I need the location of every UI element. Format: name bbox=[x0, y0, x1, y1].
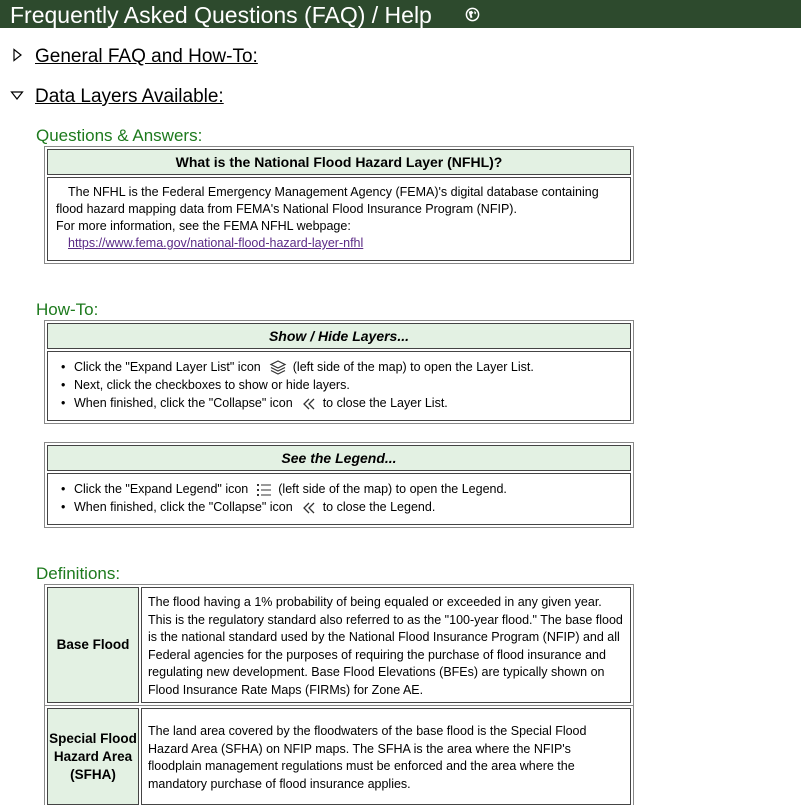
howto-heading: How-To: bbox=[36, 300, 99, 319]
definition-sfha bbox=[44, 705, 634, 805]
show-hide-steps bbox=[47, 351, 631, 421]
definition-text: The flood having a 1% probability of being equaled or exceeded in any given year. This is the regulatory standard also referred to as the "100-year flood." The base flood is the national standard used by the National Flood Insurance Program (NFIP) and all Federal agencies for the purposes of requiring the purchase of flood insurance and regulating new development. Base Flood Elevations (BFEs) are typically shown on Flood Insurance Rate Maps (FIRMs) for Zone AE. bbox=[141, 587, 631, 703]
show-hide-title: Show / Hide Layers... bbox=[47, 323, 631, 349]
list-item: • Next, click the checkboxes to show or hide layers. bbox=[48, 376, 630, 394]
legend-steps bbox=[47, 473, 631, 525]
definition-base-flood bbox=[44, 584, 634, 706]
layers-icon bbox=[269, 360, 287, 375]
double-chevron-left-icon bbox=[301, 501, 317, 515]
qa-box bbox=[44, 146, 634, 264]
legend-title: See the Legend... bbox=[47, 445, 631, 471]
list-item: • When finished, click the "Collapse" icon to close the Layer List. bbox=[48, 394, 630, 412]
definition-text: The land area covered by the floodwaters of the base flood is the Special Flood Hazard Area (SFHA) on NFIP maps. The SFHA is the area where the NFIP's floodplain management regulations must be enforced and the area where the mandatory purchase of flood insurance applies. bbox=[141, 708, 631, 805]
triangle-right-icon[interactable] bbox=[10, 48, 24, 62]
definition-term: Special Flood Hazard Area (SFHA) bbox=[47, 708, 139, 805]
page-title: Frequently Asked Questions (FAQ) / Help bbox=[10, 2, 432, 28]
legend-list-icon bbox=[256, 482, 272, 498]
list-item: • Click the "Expand Layer List" icon (left side of the map) to open the Layer List. bbox=[48, 358, 630, 376]
page-header bbox=[0, 0, 801, 28]
legend-box bbox=[44, 442, 634, 528]
fema-nfhl-link[interactable]: https://www.fema.gov/national-flood-hazard-layer-nfhl bbox=[68, 236, 364, 250]
triangle-down-icon[interactable] bbox=[10, 88, 24, 102]
show-hide-box bbox=[44, 320, 634, 424]
double-chevron-left-icon bbox=[301, 397, 317, 411]
definitions-heading: Definitions: bbox=[36, 564, 121, 583]
list-item: • Click the "Expand Legend" icon (left side of the map) to open the Legend. bbox=[48, 480, 630, 498]
qa-question: What is the National Flood Hazard Layer (NFHL)? bbox=[47, 149, 631, 175]
section-general-faq-label[interactable]: General FAQ and How-To: bbox=[35, 46, 258, 67]
qa-answer-text: The NFHL is the Federal Emergency Management Agency (FEMA)'s digital database containing flood hazard mapping data from FEMA's National Flood Insurance Program (NFIP). bbox=[56, 185, 599, 216]
qa-heading: Questions & Answers: bbox=[36, 126, 203, 145]
globe-icon[interactable] bbox=[465, 7, 480, 22]
list-item: • When finished, click the "Collapse" icon to close the Legend. bbox=[48, 498, 630, 516]
definition-term: Base Flood bbox=[47, 587, 139, 703]
section-data-layers-label[interactable]: Data Layers Available: bbox=[35, 86, 224, 107]
qa-answer bbox=[47, 177, 631, 261]
qa-more-info: For more information, see the FEMA NFHL webpage: bbox=[56, 219, 351, 233]
